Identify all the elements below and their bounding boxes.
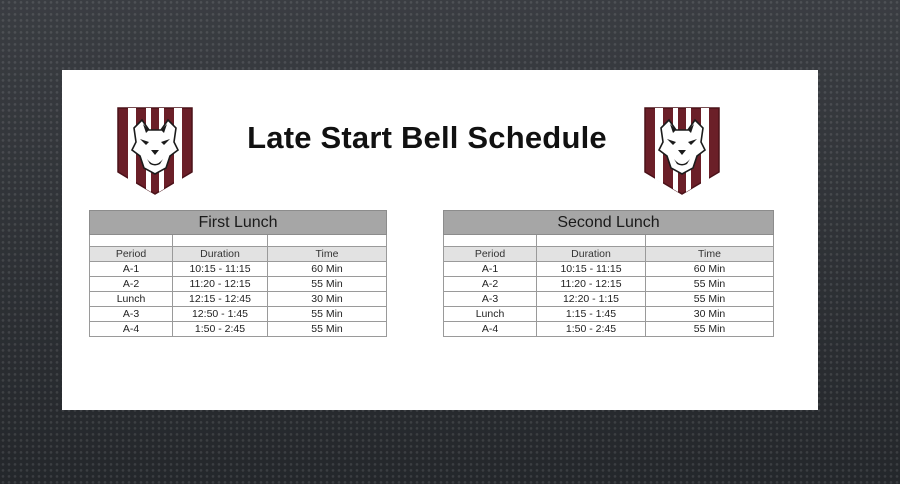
second-lunch-table bbox=[443, 210, 774, 337]
duration-cell: 12:15 - 12:45 bbox=[173, 292, 268, 307]
period-cell: Lunch bbox=[90, 292, 173, 307]
table-row bbox=[444, 307, 774, 322]
time-cell: 60 Min bbox=[268, 262, 387, 277]
period-cell: A-1 bbox=[90, 262, 173, 277]
slide bbox=[62, 70, 818, 410]
time-cell: 55 Min bbox=[268, 322, 387, 337]
column-header: Period bbox=[90, 247, 173, 262]
first-lunch-table bbox=[89, 210, 387, 337]
column-header: Duration bbox=[537, 247, 646, 262]
period-cell: A-1 bbox=[444, 262, 537, 277]
table-row bbox=[90, 307, 387, 322]
table-row bbox=[90, 322, 387, 337]
time-cell: 55 Min bbox=[268, 307, 387, 322]
table-row bbox=[90, 292, 387, 307]
column-header: Time bbox=[646, 247, 774, 262]
duration-cell: 11:20 - 12:15 bbox=[537, 277, 646, 292]
time-cell: 30 Min bbox=[268, 292, 387, 307]
duration-cell: 12:50 - 1:45 bbox=[173, 307, 268, 322]
table-row bbox=[444, 292, 774, 307]
time-cell: 55 Min bbox=[268, 277, 387, 292]
column-header: Period bbox=[444, 247, 537, 262]
time-cell: 55 Min bbox=[646, 277, 774, 292]
duration-cell: 11:20 - 12:15 bbox=[173, 277, 268, 292]
column-header: Time bbox=[268, 247, 387, 262]
duration-cell: 1:15 - 1:45 bbox=[537, 307, 646, 322]
period-cell: A-3 bbox=[90, 307, 173, 322]
table-row bbox=[90, 277, 387, 292]
period-cell: Lunch bbox=[444, 307, 537, 322]
table-row bbox=[444, 262, 774, 277]
time-cell: 55 Min bbox=[646, 322, 774, 337]
duration-cell: 1:50 - 2:45 bbox=[173, 322, 268, 337]
page-title: Late Start Bell Schedule bbox=[247, 120, 607, 155]
period-cell: A-4 bbox=[444, 322, 537, 337]
table-title: First Lunch bbox=[90, 211, 387, 235]
table-row bbox=[444, 322, 774, 337]
duration-cell: 10:15 - 11:15 bbox=[537, 262, 646, 277]
period-cell: A-3 bbox=[444, 292, 537, 307]
table-title: Second Lunch bbox=[444, 211, 774, 235]
wolf-crest-icon bbox=[116, 106, 194, 196]
duration-cell: 10:15 - 11:15 bbox=[173, 262, 268, 277]
duration-cell: 1:50 - 2:45 bbox=[537, 322, 646, 337]
period-cell: A-4 bbox=[90, 322, 173, 337]
duration-cell: 12:20 - 1:15 bbox=[537, 292, 646, 307]
period-cell: A-2 bbox=[444, 277, 537, 292]
table-row bbox=[444, 277, 774, 292]
wolf-crest-icon bbox=[643, 106, 721, 196]
time-cell: 55 Min bbox=[646, 292, 774, 307]
time-cell: 60 Min bbox=[646, 262, 774, 277]
column-header: Duration bbox=[173, 247, 268, 262]
table-row bbox=[90, 262, 387, 277]
time-cell: 30 Min bbox=[646, 307, 774, 322]
period-cell: A-2 bbox=[90, 277, 173, 292]
